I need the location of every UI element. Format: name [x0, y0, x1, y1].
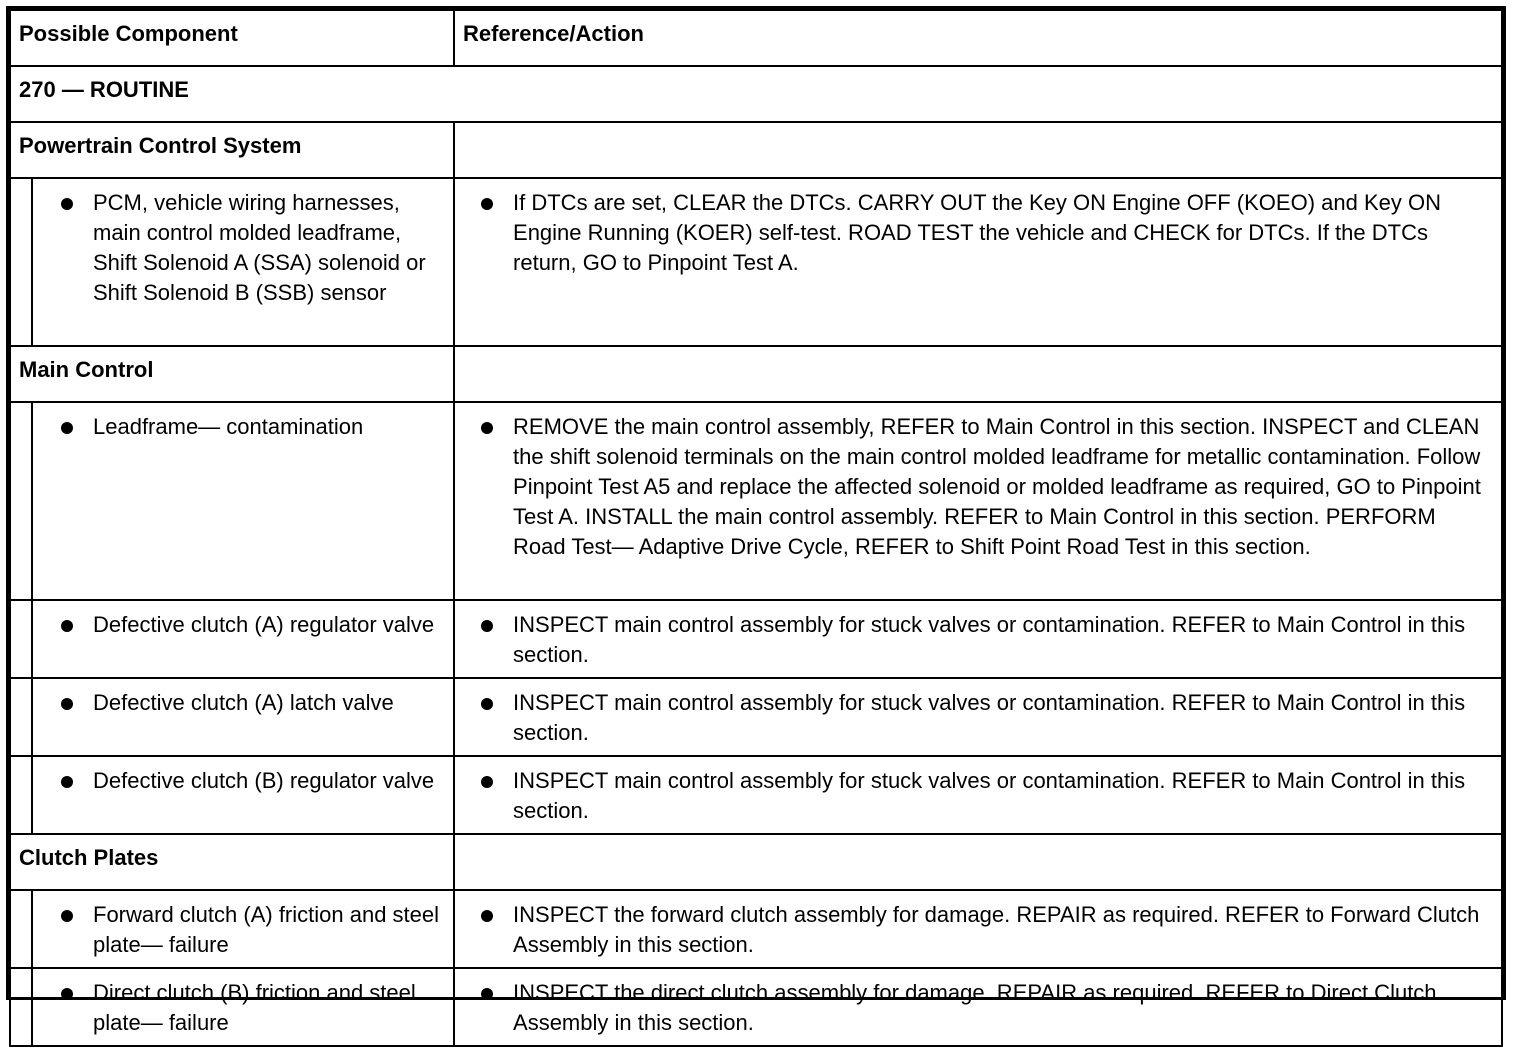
action-text: INSPECT main control assembly for stuck valves or contamination. REFER to Main Control in this section. [513, 768, 1466, 823]
header-reference-action: Reference/Action [454, 10, 1502, 66]
table-row [10, 968, 1502, 1046]
bullet-icon [481, 988, 493, 1000]
routine-row [10, 66, 1502, 122]
table-row [10, 890, 1502, 968]
routine-title: 270 — ROUTINE [10, 66, 1502, 122]
bullet-icon [481, 422, 493, 434]
section-row-clutch-plates [10, 834, 1502, 890]
bullet-icon [61, 776, 73, 788]
section-empty-cell [454, 834, 1502, 890]
component-cell [32, 678, 454, 756]
component-text: Defective clutch (A) regulator valve [93, 612, 435, 637]
bullet-icon [481, 910, 493, 922]
component-text: Direct clutch (B) friction and steel plate— failure [93, 980, 416, 1035]
component-cell [32, 600, 454, 678]
diagnostic-table [9, 9, 1503, 1047]
section-title: Main Control [10, 346, 454, 402]
bullet-icon [61, 698, 73, 710]
indent-cell [10, 178, 32, 346]
component-cell [32, 890, 454, 968]
bullet-icon [481, 776, 493, 788]
bullet-icon [481, 698, 493, 710]
table-row [10, 678, 1502, 756]
action-cell [454, 178, 1502, 346]
action-cell [454, 968, 1502, 1046]
section-row-powertrain [10, 122, 1502, 178]
action-text: INSPECT main control assembly for stuck valves or contamination. REFER to Main Control in this section. [513, 690, 1466, 745]
indent-cell [10, 402, 32, 600]
action-cell [454, 402, 1502, 600]
section-empty-cell [454, 122, 1502, 178]
component-cell [32, 402, 454, 600]
component-cell [32, 968, 454, 1046]
action-text: REMOVE the main control assembly, REFER to Main Control in this section. INSPECT and CLEAN the shift solenoid terminals on the main control molded leadframe for metallic contamination. Follow Pinpoint Test A5 and replace the affected solenoid or molded leadframe as required, GO to Pinpoint Test A. INSTALL the main control assembly. REFER to Main Control in this section. PERFORM Road Test— Adaptive Drive Cycle, REFER to Shift Point Road Test in this section. [513, 414, 1481, 559]
action-text: INSPECT main control assembly for stuck valves or contamination. REFER to Main Control in this section. [513, 612, 1466, 667]
table-row [10, 756, 1502, 834]
section-row-main-control [10, 346, 1502, 402]
header-possible-component: Possible Component [10, 10, 454, 66]
component-text: Forward clutch (A) friction and steel plate— failure [93, 902, 440, 957]
diagnostic-table-container [6, 6, 1506, 1035]
section-empty-cell [454, 346, 1502, 402]
bullet-icon [61, 988, 73, 1000]
component-cell [32, 756, 454, 834]
indent-cell [10, 678, 32, 756]
bullet-icon [61, 910, 73, 922]
action-text: If DTCs are set, CLEAR the DTCs. CARRY OUT the Key ON Engine OFF (KOEO) and Key ON Engine Running (KOER) self-test. ROAD TEST the vehicle and CHECK for DTCs. If the DTCs return, GO to Pinpoint Test A. [513, 190, 1441, 275]
bullet-icon [61, 198, 73, 210]
component-text: Defective clutch (A) latch valve [93, 690, 394, 715]
bullet-icon [481, 198, 493, 210]
component-text: Leadframe— contamination [93, 414, 364, 439]
table-row [10, 402, 1502, 600]
action-cell [454, 678, 1502, 756]
action-cell [454, 890, 1502, 968]
action-cell [454, 600, 1502, 678]
section-title: Powertrain Control System [10, 122, 454, 178]
action-text: INSPECT the forward clutch assembly for damage. REPAIR as required. REFER to Forward Clutch Assembly in this section. [513, 902, 1480, 957]
component-text: Defective clutch (B) regulator valve [93, 768, 435, 793]
indent-cell [10, 600, 32, 678]
indent-cell [10, 756, 32, 834]
table-row [10, 600, 1502, 678]
component-text: PCM, vehicle wiring harnesses, main control molded leadframe, Shift Solenoid A (SSA) solenoid or Shift Solenoid B (SSB) sensor [93, 190, 426, 305]
action-cell [454, 756, 1502, 834]
indent-cell [10, 968, 32, 1046]
table-row [10, 178, 1502, 346]
component-cell [32, 178, 454, 346]
table-header-row [10, 10, 1502, 66]
section-title: Clutch Plates [10, 834, 454, 890]
bullet-icon [61, 620, 73, 632]
bullet-icon [481, 620, 493, 632]
action-text: INSPECT the direct clutch assembly for damage. REPAIR as required. REFER to Direct Clutch Assembly in this section. [513, 980, 1437, 1035]
bullet-icon [61, 422, 73, 434]
indent-cell [10, 890, 32, 968]
